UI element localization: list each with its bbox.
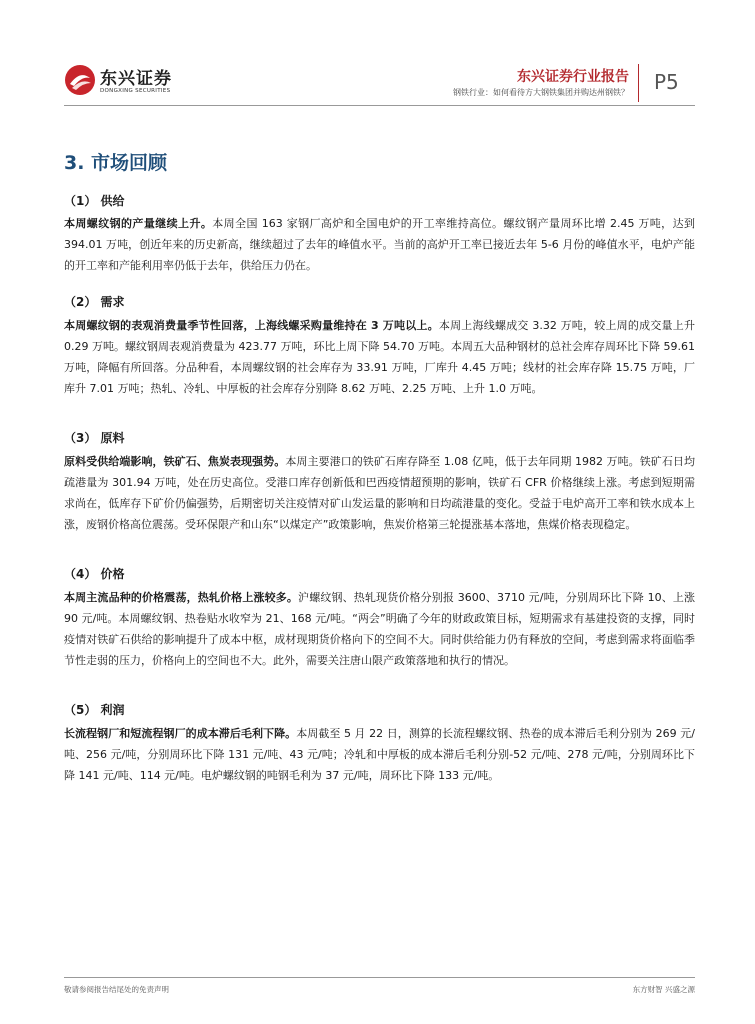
- footer-disclaimer: 敬请参阅报告结尾处的免责声明: [64, 985, 169, 994]
- logo-text-en: DONGXING SECURITIES: [100, 88, 171, 94]
- company-logo: [64, 62, 184, 102]
- section-title: 3. 市场回顾: [64, 152, 168, 174]
- logo-mark-icon: [64, 64, 96, 96]
- paragraph-price: [64, 587, 695, 671]
- paragraph-raw-materials: [64, 451, 695, 535]
- paragraph-lead: 原料受供给端影响，铁矿石、焦炭表现强势。: [64, 455, 286, 468]
- paragraph-body: 沪螺纹钢、热轧现货价格分别报 3600、3710 元/吨，分别周环比下降 10、上涨 90 元/吨。本周螺纹钢、热卷贴水收窄为 21、168 元/吨。“两会”明确了今年的财政政策目标，短期需求有基建投资的支撑，同时疫情对铁矿石供给的影响提升了成本中枢，成材现期货价格向下的空间不大。同时供给能力仍有释放的空间，考虑到需求将面临季节性走弱的压力，价格向上的空间也不大。此外，需要关注唐山限产政策落地和执行的情况。: [64, 591, 696, 667]
- subsection-heading-supply: （1） 供给: [64, 194, 125, 208]
- paragraph-supply: [64, 213, 695, 276]
- paragraph-body: 本周主要港口的铁矿石库存降至 1.08 亿吨，低于去年同期 1982 万吨。铁矿石日均疏港量为 301.94 万吨，处在历史高位。受港口库存创新低和巴西疫情超预期的影响，铁矿石 CFR 价格继续上涨。考虑到短期需求尚在，低库存下矿价仍偏强势，后期密切关注疫情对矿山发运量的影响和日均疏港量的变化。受益于电炉高开工率和铁水成本上涨，废钢价格高位震荡。受环保限产和山东“以煤定产”政策影响，焦炭价格第三轮提涨基本落地，焦煤价格表现稳定。: [64, 455, 695, 531]
- subsection-heading-price: （4） 价格: [64, 567, 125, 581]
- paragraph-body: 本周全国 163 家钢厂高炉和全国电炉的开工率维持高位。螺纹钢产量周环比增 2.45 万吨，达到 394.01 万吨，创近年来的历史新高，继续超过了去年的峰值水平。当前的高炉开工率已接近去年 5-6 月份的峰值水平，电炉产能的开工率和产能利用率仍低于去年，供给压力仍在。: [64, 217, 695, 272]
- paragraph-profit: [64, 723, 695, 786]
- subsection-heading-raw-materials: （3） 原料: [64, 431, 125, 445]
- footer-slogan: 东方财智 兴盛之源: [632, 985, 695, 994]
- page-number: P5: [654, 70, 679, 94]
- report-title: 东兴证券行业报告: [517, 69, 629, 85]
- subsection-heading-demand: （2） 需求: [64, 295, 125, 309]
- report-subtitle: 钢铁行业：如何看待方大钢铁集团并购达州钢铁？: [453, 88, 629, 97]
- paragraph-lead: 本周螺纹钢的产量继续上升。: [64, 217, 213, 230]
- paragraph-body: 本周上海线螺成交 3.32 万吨，较上周的成交量上升 0.29 万吨。螺纹钢周表观消费量为 423.77 万吨，环比上周下降 54.70 万吨。本周五大品种钢材的总社会库存周环比下降 59.61 万吨，降幅有所回落。分品种看，本周螺纹钢的社会库存为 33.91 万吨，厂库升 4.45 万吨；线材的社会库存降 15.75 万吨，厂库升 7.01 万吨；热轧、冷轧、中厚板的社会库存分别降 8.62 万吨、2.25 万吨、上升 1.0 万吨。: [64, 319, 696, 395]
- subsection-heading-profit: （5） 利润: [64, 703, 125, 717]
- paragraph-lead: 本周主流品种的价格震荡，热轧价格上涨较多。: [64, 591, 299, 604]
- paragraph-demand: [64, 315, 695, 399]
- header-rule: [64, 105, 695, 106]
- paragraph-lead: 长流程钢厂和短流程钢厂的成本滞后毛利下降。: [64, 727, 297, 740]
- logo-text-cn: 东兴证券: [100, 69, 172, 89]
- footer-rule: [64, 977, 695, 978]
- header-divider: [638, 64, 639, 102]
- paragraph-body: 本周截至 5 月 22 日，测算的长流程螺纹钢、热卷的成本滞后毛利分别为 269 元/吨、256 元/吨，分别周环比下降 131 元/吨、43 元/吨；冷轧和中厚板的成本滞后毛利分别-52 元/吨、278 元/吨，分别周环比下降 141 元/吨、114 元/吨。电炉螺纹钢的吨钢毛利为 37 元/吨，周环比下降 133 元/吨。: [64, 727, 695, 782]
- paragraph-lead: 本周螺纹钢的表观消费量季节性回落，上海线螺采购量维持在 3 万吨以上。: [64, 319, 439, 332]
